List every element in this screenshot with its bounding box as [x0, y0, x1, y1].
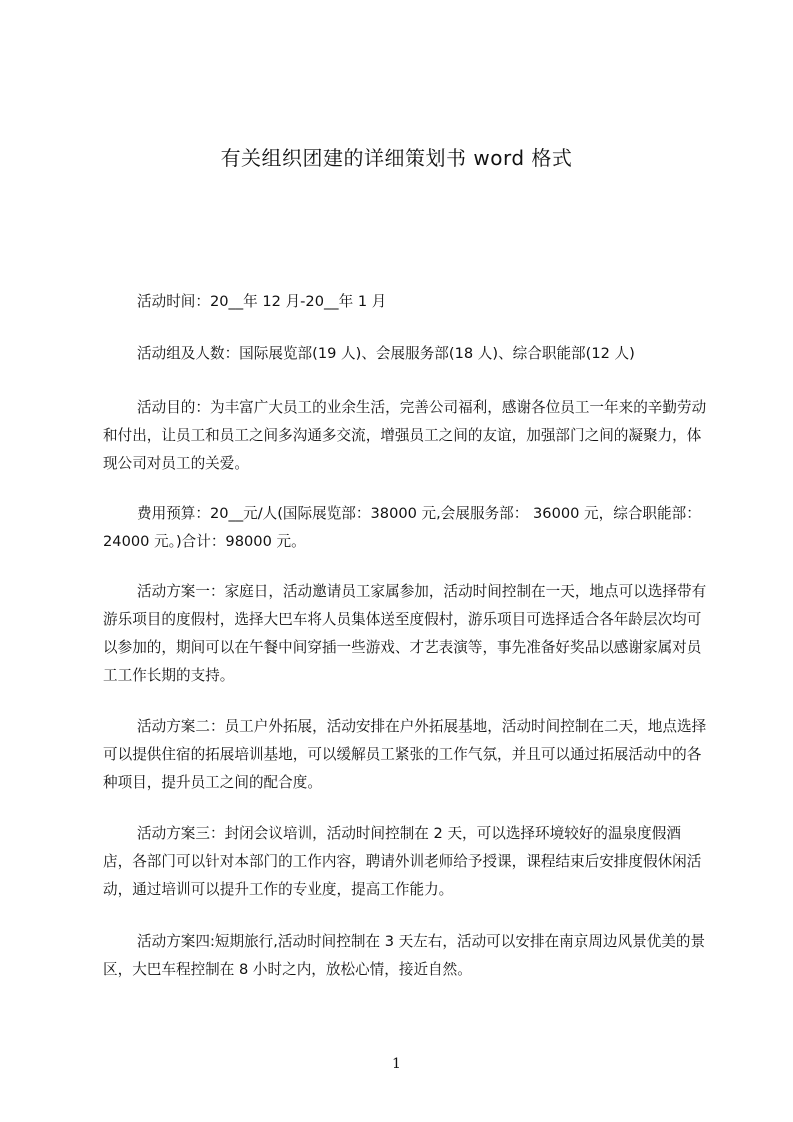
page-number: 1	[392, 1056, 401, 1072]
paragraph-purpose: 活动目的：为丰富广大员工的业余生活，完善公司福利，感谢各位员工一年来的辛勤劳动和付出，让员工和员工之间多沟通多交流，增强员工之间的友谊，加强部门之间的凝聚力，体现公司对员工的关爱。	[103, 399, 707, 472]
document-title: 有关组织团建的详细策划书 word 格式	[220, 146, 573, 170]
paragraph-budget: 费用预算：20__元/人(国际展览部：38000 元,会展服务部： 36000 元，综合职能部：24000 元。)合计：98000 元。	[103, 505, 701, 550]
paragraph-activity-time: 活动时间：20__年 12 月-20__年 1 月	[137, 293, 387, 310]
paragraph-plan-two: 活动方案二：员工户外拓展，活动安排在户外拓展基地，活动时间控制在二天，地点选择可以提供住宿的拓展培训基地，可以缓解员工紧张的工作气氛，并且可以通过拓展活动中的各种项目，提升员工之间的配合度。	[103, 718, 707, 791]
paragraph-plan-four: 活动方案四:短期旅行,活动时间控制在 3 天左右，活动可以安排在南京周边风景优美的景区，大巴车程控制在 8 小时之内，放松心情，接近自然。	[103, 933, 706, 978]
paragraph-groups: 活动组及人数：国际展览部(19 人)、会展服务部(18 人)、综合职能部(12 人)	[137, 345, 635, 362]
paragraph-plan-one: 活动方案一：家庭日，活动邀请员工家属参加，活动时间控制在一天，地点可以选择带有游乐项目的度假村，选择大巴车将人员集体送至度假村，游乐项目可选择适合各年龄层次均可以参加的，期间可以在午餐中间穿插一些游戏、才艺表演等，事先准备好奖品以感谢家属对员工工作长期的支持。	[103, 583, 707, 684]
paragraph-plan-three: 活动方案三：封闭会议培训，活动时间控制在 2 天，可以选择环境较好的温泉度假酒店，各部门可以针对本部门的工作内容，聘请外训老师给予授课，课程结束后安排度假休闲活动，通过培训可以提升工作的专业度，提高工作能力。	[103, 825, 702, 898]
